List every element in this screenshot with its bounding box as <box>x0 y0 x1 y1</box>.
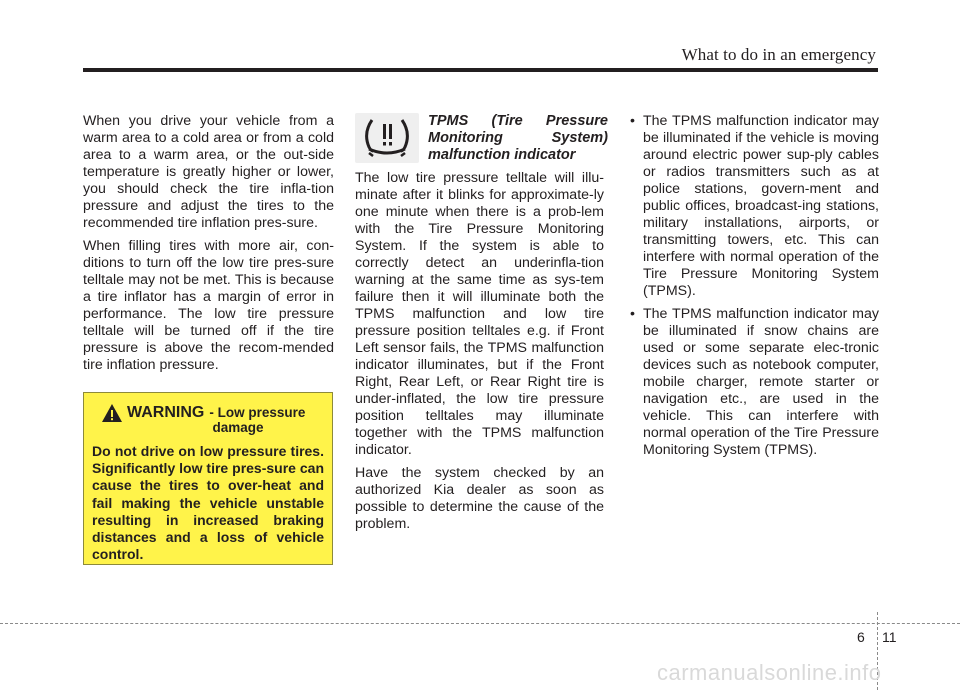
bullet-marker: • <box>630 306 635 322</box>
footer-rule <box>0 623 960 624</box>
list-item <box>630 306 879 459</box>
warning-triangle-icon <box>101 403 123 423</box>
tpms-heading <box>355 113 608 165</box>
tpms-malfunction-icon <box>355 113 419 163</box>
paragraph-tpms-telltale: The low tire pressure telltale will illu-minate after it blinks for approximate-ly one minute when there is a prob-lem with the Tire Pressure Monitoring System. If the system is able to correctly detect an underinfla-tion warning at the same time as sys-tem failure then it will illuminate both the TPMS malfunction and low tire pressure position telltales e.g. if Front Left sensor fails, the TPMS malfunction indicator illuminates, but if the Front Right, Rear Left, or Rear Right tire is under-inflated, the low tire pressure position telltales may illuminate together with the TPMS malfunction indicator. <box>355 170 604 458</box>
paragraph-filling-tires: When filling tires with more air, con-ditions to turn off the low tire pres-sure telltale may not be met. This is because a tire inflator has a margin of error in performance. The low tire pressure telltale will be turned off if the tire pressure is above the recom-mended tire inflation pressure. <box>83 238 334 373</box>
column-middle <box>355 113 608 539</box>
paragraph-dealer-check: Have the system checked by an authorized Kia dealer as soon as possible to determine the cause of the problem. <box>355 465 604 532</box>
list-item <box>630 113 879 300</box>
bullet-text-snow-chains: The TPMS malfunction indicator may be illuminated if snow chains are used or some separate elec-tronic devices such as notebook computer, mobile charger, remote starter or navigation etc., are used in the vehicle. This can interfere with normal operation of the Tire Pressure Monitoring System (TPMS). <box>643 306 879 458</box>
section-title: What to do in an emergency <box>681 45 876 64</box>
warning-subtitle-cont: damage <box>212 420 264 435</box>
column-right <box>630 113 879 465</box>
bullet-marker: • <box>630 113 635 129</box>
column-left <box>83 113 334 380</box>
chapter-number: 6 <box>857 629 865 645</box>
paragraph-temperature: When you drive your vehicle from a warm area to a cold area or from a cold area to a warm area, or the out-side temperature is greatly higher or lower, you should check the tire infla-tion pressure and adjust the tires to the recommended tire inflation pres-sure. <box>83 113 334 231</box>
warning-body: Do not drive on low pressure tires. Significantly low tire pres-sure can cause the tires to over-heat and fail making the vehicle unstable resulting in increased braking distances and a loss of vehicle control. <box>92 443 324 563</box>
header-rule <box>83 68 878 72</box>
watermark: carmanualsonline.info <box>657 660 882 685</box>
warning-label: WARNING <box>127 404 205 421</box>
tpms-title: TPMS (Tire Pressure Monitoring System) malfunction indicator <box>428 113 608 163</box>
warning-subtitle: - Low pressure <box>209 405 306 420</box>
bullet-text-power-cables: The TPMS malfunction indicator may be illuminated if the vehicle is moving around electric power sup-ply cables or radios transmitters such as at police stations, govern-ment and public offices, broadcast-ing stations, military installations, airports, or transmitting towers, etc. This can interfere with normal operation of the Tire Pressure Monitoring System (TPMS). <box>643 113 879 299</box>
warning-box <box>83 392 333 565</box>
page-number: 11 <box>882 629 897 645</box>
